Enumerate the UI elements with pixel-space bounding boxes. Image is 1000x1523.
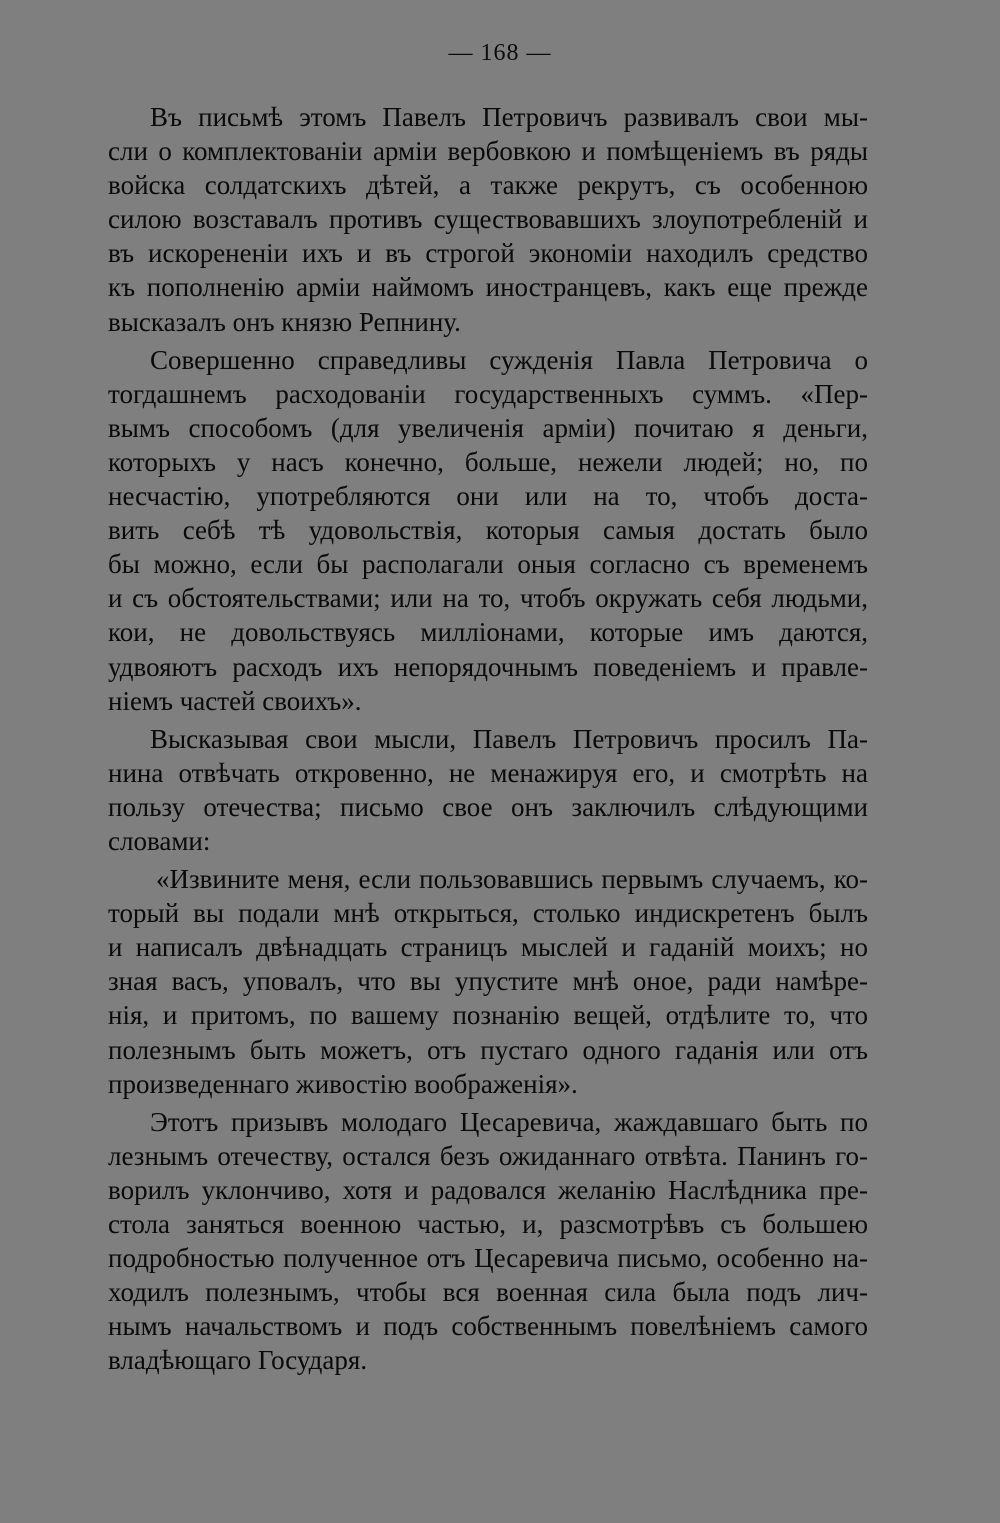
text-line: ніемъ частей своихъ». <box>108 685 362 716</box>
text-line: и съ обстоятельствами; или на то, чтобъ окружать себя людьми, <box>108 583 868 614</box>
text-line: торый вы подали мнѣ открыться, столько индискретенъ былъ <box>108 898 868 929</box>
page-number: — 168 — <box>448 40 552 66</box>
text-line: которыхъ у насъ конечно, больше, нежели людей; но, по <box>108 446 868 477</box>
text-line: лезнымъ отечеству, остался безъ ожиданнаго отвѣта. Панинъ го- <box>108 1140 868 1171</box>
paragraph-2 <box>108 343 868 718</box>
text-line: въ искорененіи ихъ и въ строгой экономіи находилъ средство <box>108 238 868 269</box>
paragraph-3 <box>108 722 868 858</box>
text-line: пользу отечества; письмо свое онъ заключилъ слѣдующими <box>108 791 868 822</box>
text-line: Въ письмѣ этомъ Павелъ Петровичъ развивалъ свои мы- <box>150 102 868 132</box>
text-line: кои, не довольствуясь милліонами, которые имъ даются, <box>108 617 868 648</box>
paragraph-5 <box>108 1105 868 1378</box>
text-line: и написалъ двѣнадцать страницъ мыслей и гаданій моихъ; но <box>108 932 868 963</box>
text-line: подробностью полученное отъ Цесаревича письмо, особенно на- <box>108 1243 868 1274</box>
text-line: словами: <box>108 825 211 856</box>
text-line: стола заняться военною частью, и, разсмотрѣвъ съ большею <box>108 1209 868 1239</box>
text-line: нина отвѣчать откровенно, не менажируя его, и смотрѣть на <box>108 757 868 788</box>
text-line: зная васъ, уповалъ, что вы упустите мнѣ оное, ради намѣре- <box>108 966 868 997</box>
text-line: ходилъ полезнымъ, чтобы вся военная сила была подъ лич- <box>108 1277 868 1308</box>
paragraph-4-quote <box>108 862 868 1101</box>
text-line: несчастію, употребляются они или на то, чтобъ доста- <box>108 481 868 512</box>
text-line: вить себѣ тѣ удовольствія, которыя самыя достать было <box>108 515 868 546</box>
text-line: Высказывая свои мысли, Павелъ Петровичъ просилъ Па- <box>150 723 868 754</box>
text-line: бы можно, если бы располагали оныя согласно съ временемъ <box>108 549 868 580</box>
text-line: сли о комплектованіи арміи вербовкою и помѣщеніемъ въ ряды <box>108 136 868 167</box>
text-line: нія, и притомъ, по вашему познанію вещей, отдѣлите то, что <box>108 1000 868 1031</box>
text-line: ворилъ уклончиво, хотя и радовался желанію Наслѣдника пре- <box>108 1174 868 1205</box>
text-line: удвояютъ расходъ ихъ непорядочнымъ поведеніемъ и правле- <box>108 651 868 682</box>
text-line: тогдашнемъ расходованіи государственныхъ суммъ. «Пер- <box>108 378 868 409</box>
text-line: Этотъ призывъ молодаго Цесаревича, жаждавшаго быть по <box>150 1106 868 1137</box>
text-line: войска солдатскихъ дѣтей, а также рекрутъ, съ особенною <box>108 170 868 201</box>
text-line: владѣющаго Государя. <box>108 1345 368 1376</box>
text-line: къ пополненію арміи наймомъ иностранцевъ, какъ еще прежде <box>108 272 868 303</box>
text-line: Совершенно справедливы сужденія Павла Петровича о <box>150 344 868 375</box>
text-line: «Извините меня, если пользовавшись первымъ случаемъ, ко- <box>156 864 868 895</box>
text-line: вымъ способомъ (для увеличенія арміи) почитаю я деньги, <box>108 412 868 443</box>
text-line: силою возставалъ противъ существовавшихъ злоупотребленій и <box>108 204 868 235</box>
body-text <box>108 100 868 1377</box>
text-line: нымъ начальствомъ и подъ собственнымъ повелѣніемъ самого <box>108 1311 868 1342</box>
text-line: высказалъ онъ князю Репнину. <box>108 306 461 337</box>
paragraph-1 <box>108 100 868 339</box>
text-line: полезнымъ быть можетъ, отъ пустаго одного гаданія или отъ <box>108 1034 868 1065</box>
text-line: произведеннаго живостію воображенія». <box>108 1068 578 1099</box>
